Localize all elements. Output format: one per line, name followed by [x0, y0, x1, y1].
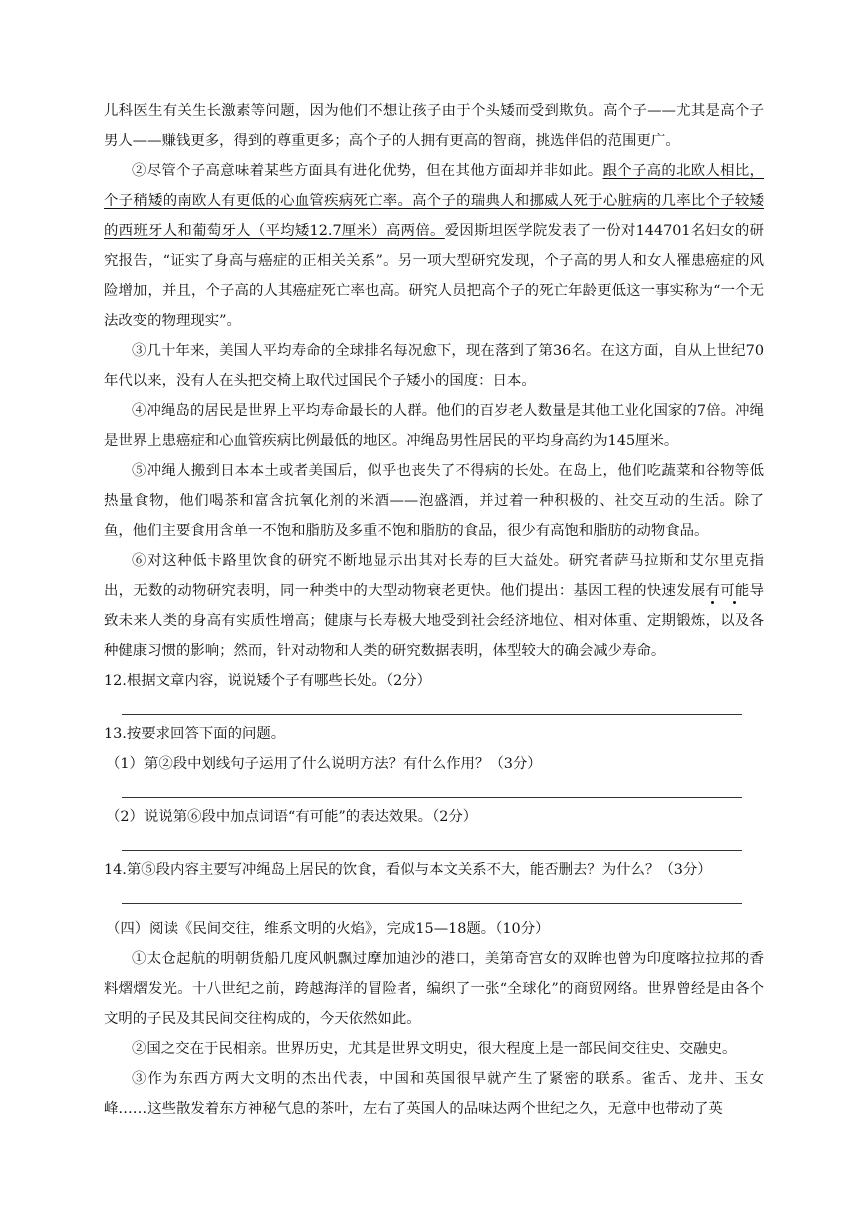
page-content: [104, 96, 764, 1124]
dotted-word-keneng: 可能: [720, 583, 750, 599]
passage4-heading: （四）阅读《民间交往，维系文明的火焰》，完成15—18题。（10分）: [106, 921, 550, 937]
passage3-paragraph-4: ④冲绳岛的居民是世界上平均寿命最长的人群。他们的百岁老人数量是其他工业化国家的7倍。冲绳是世界上患癌症和心血管疾病比例最低的地区。冲绳岛男性居民的平均身高约为145厘米。: [104, 403, 764, 449]
question-12: 12.根据文章内容，说说矮个子有哪些长处。（2分）: [104, 673, 432, 689]
dotted-word-you: 有: [705, 583, 721, 599]
passage3-paragraph-2: [104, 156, 764, 336]
underlined-sentence-2: 高个子的瑞典人和挪威人死于心脏病的几率比个子较矮的西班牙人和葡萄牙人（平均矮12.7厘米）高两倍。: [104, 193, 764, 239]
answer-line-q13-1[interactable]: [122, 797, 742, 798]
paragraph-6-part-a: ⑥对这种低卡路里饮食的研究不断地显示出其对长寿的巨大益处。研究者萨马拉斯和艾尔里克指出，无数的动物研究表明，同一种类中的大型动物衰老更快。他们提出：基因工程的快速发展: [104, 553, 764, 599]
passage4-paragraph-3: ③作为东西方两大文明的杰出代表，中国和英国很早就产生了紧密的联系。雀舌、龙井、玉女峰……这些散发着东方神秘气息的茶叶，左右了英国人的品味达两个世纪之久，无意中也带动了英: [104, 1071, 764, 1117]
answer-line-q12[interactable]: [122, 714, 742, 715]
paragraph-2-intro: ②尽管个子高意味着某些方面具有进化优势，但在其他方面却并非如此。: [132, 163, 603, 179]
question-14: 14.第⑤段内容主要写冲绳岛上居民的饮食，看似与本文关系不大，能否删去？为什么？（3分）: [104, 862, 712, 878]
answer-line-q14[interactable]: [122, 903, 742, 904]
passage3-paragraph-3: ③几十年来，美国人平均寿命的全球排名每况愈下，现在落到了第36名。在这方面，自从上世纪70年代以来，没有人在头把交椅上取代过国民个子矮小的国度：日本。: [104, 343, 764, 389]
answer-line-q13-2[interactable]: [122, 850, 742, 851]
question-13-2: （2）说说第⑥段中加点词语“有可能”的表达效果。（2分）: [106, 809, 478, 825]
passage3-paragraph-5: ⑤冲绳人搬到日本本土或者美国后，似乎也丧失了不得病的长处。在岛上，他们吃蔬菜和谷物等低热量食物，他们喝茶和富含抗氧化剂的米酒——泡盛酒，并过着一种积极的、社交互动的生活。除了鱼，他们主要食用含单一不饱和脂肪及多重不饱和脂肪的食品，很少有高饱和脂肪的动物食品。: [104, 463, 764, 539]
paragraph-6-part-b: 导致未来人类的身高有实质性增高；健康与长寿极大地受到社会经济地位、相对体重、定期锻炼，以及各种健康习惯的影响；然而，针对动物和人类的研究数据表明，体型较大的确会减少寿命。: [104, 583, 764, 659]
passage4-paragraph-2: ②国之交在于民相亲。世界历史，尤其是世界文明史，很大程度上是一部民间交往史、交融史。: [132, 1041, 737, 1057]
passage3-paragraph-continued: 儿科医生有关生长激素等问题，因为他们不想让孩子由于个头矮而受到欺负。高个子——尤其是高个子男人——赚钱更多，得到的尊重更多；高个子的人拥有更高的智商，挑选伴侣的范围更广。: [104, 103, 764, 149]
question-13-1: （1）第②段中划线句子运用了什么说明方法？有什么作用？（3分）: [106, 756, 542, 772]
passage3-paragraph-6: [104, 546, 764, 666]
underlined-sentence-1: 跟个子高的北欧人相比，个子稍矮的南欧人有更低的心血管疾病死亡率。: [104, 163, 764, 209]
passage4-paragraph-1: ①太仓起航的明朝货船几度风帆飘过摩加迪沙的港口，美第奇宫女的双眸也曾为印度喀拉拉邦的香料熠熠发光。十八世纪之前，跨越海洋的冒险者，编织了一张“全球化”的商贸网络。世界曾经是由各个文明的子民及其民间交往构成的，今天依然如此。: [104, 951, 764, 1027]
paragraph-2-rest: 爱因斯坦医学院发表了一份对144701名妇女的研究报告，“证实了身高与癌症的正相关关系”。另一项大型研究发现，个子高的男人和女人罹患癌症的风险增加，并且，个子高的人其癌症死亡率也高。研究人员把高个子的死亡年龄更低这一事实称为“一个无法改变的物理现实”。: [104, 223, 765, 329]
question-13: 13.按要求回答下面的问题。: [104, 726, 286, 742]
